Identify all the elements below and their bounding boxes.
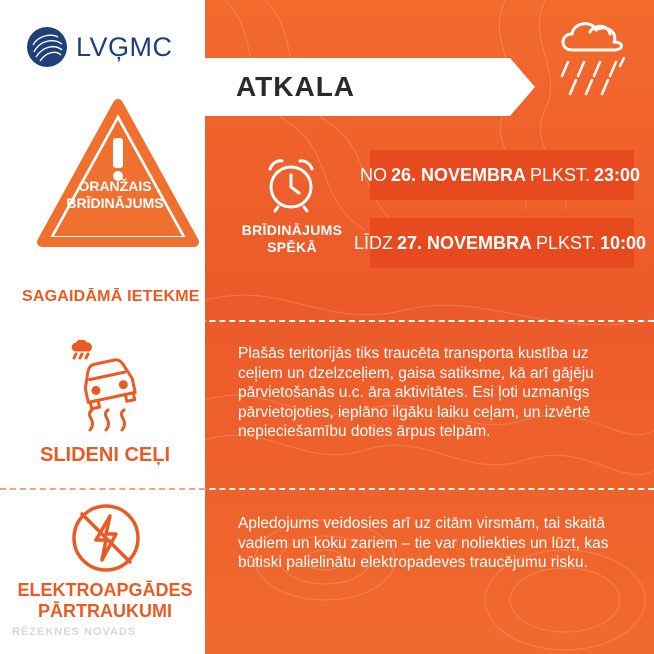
valid-from-time: 23:00 <box>594 164 641 185</box>
impact-title-power-outages-line2: PĀRTRAUKUMI <box>38 601 172 621</box>
validity-label-line1: BRĪDINĀJUMS <box>241 222 343 238</box>
freezing-rain-cloud-icon <box>550 10 640 100</box>
valid-to-time-prefix: PLKST. <box>535 232 597 253</box>
valid-from-prefix: NO <box>359 164 387 185</box>
lvgmc-logo <box>26 26 173 68</box>
impact-title-slippery-roads: SLIDENI CEĻI <box>39 444 170 466</box>
warning-level-line2: BRĪDINĀJUMS <box>66 195 164 211</box>
power-outage-icon <box>70 502 142 574</box>
orange-warning-triangle-icon <box>36 98 200 248</box>
impact-text-slippery-roads: Plašās teritorijās tiks traucēta transporta kustība uz ceļiem un dzelzceļiem, gaisa satiksme, kā arī gājēju pārvietošanās u.c. āra aktivitātes. Esi ļoti uzmanīgs pārvietojoties, ieplāno ilgāku laiku ceļam, un izvērtē nepieciešamību doties ārpus telpām. <box>238 345 594 440</box>
lvgmc-globe-icon <box>26 26 68 68</box>
valid-from-date: 26. NOVEMBRA <box>390 164 526 185</box>
slippery-road-car-icon <box>62 340 152 432</box>
warning-level-label <box>60 178 170 212</box>
valid-from-box <box>359 150 641 200</box>
watermark: RĒZEKNES NOVADS <box>12 626 137 638</box>
valid-to-prefix: LĪDZ <box>353 232 393 253</box>
impact-title-power-outages <box>10 580 200 622</box>
section-divider-left <box>0 488 205 490</box>
valid-to-box <box>353 218 647 268</box>
phenomenon-title: ATKALA <box>236 71 356 102</box>
impact-text-power-outages: Apledojums veidosies arī uz citām virsmām, tai skaitā vadiem un koku zariem – tie var noliekties un lūzt, kas būtiski palielinātu elektropadeves traucējumu risku. <box>238 515 609 571</box>
validity-label-line2: SPĒKĀ <box>267 239 317 255</box>
expected-impact-heading: SAGAIDĀMĀ IETEKME <box>22 288 200 305</box>
impact-title-power-outages-line1: ELEKTROAPGĀDES <box>17 580 193 600</box>
valid-to-time: 10:00 <box>600 232 647 253</box>
alarm-clock-icon <box>262 155 320 213</box>
valid-from-time-prefix: PLKST. <box>529 164 591 185</box>
validity-label <box>232 222 352 256</box>
section-divider <box>0 320 654 322</box>
brand-name: LVĢMC <box>76 31 173 62</box>
valid-to-date: 27. NOVEMBRA <box>396 232 532 253</box>
warning-level-line1: ORANŽAIS <box>78 178 152 194</box>
